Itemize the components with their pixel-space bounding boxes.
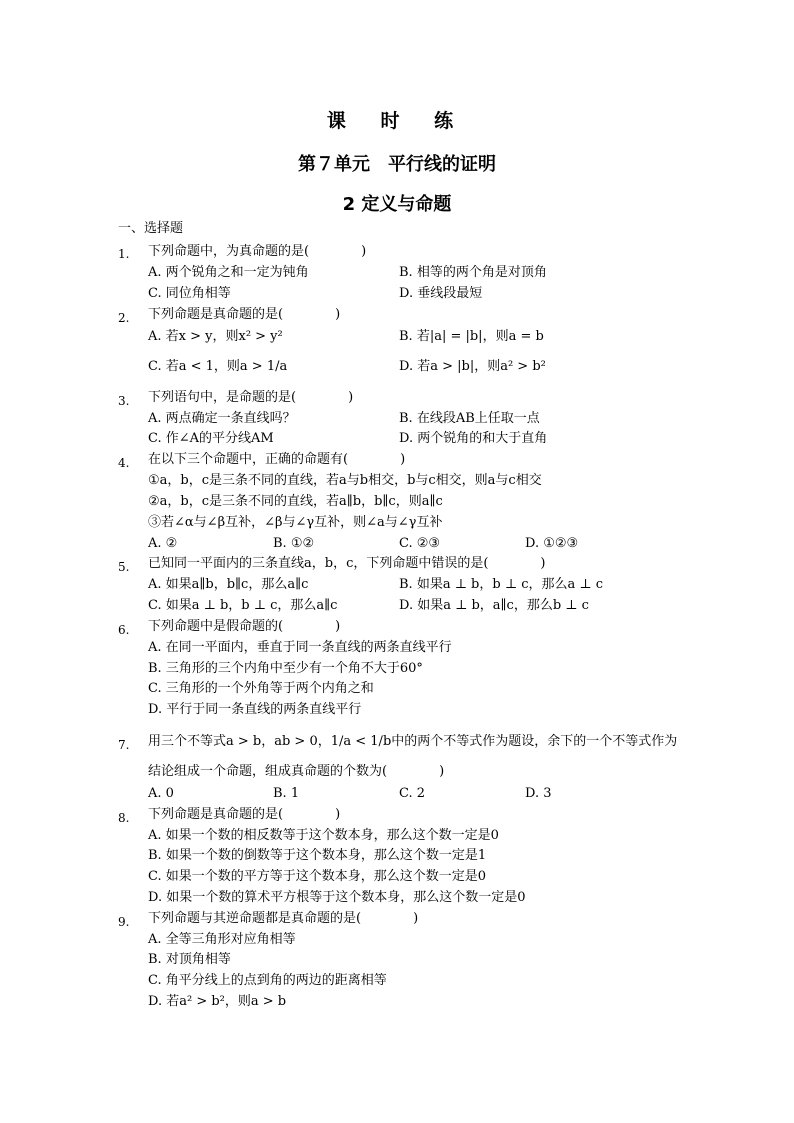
question-stem: 用三个不等式a > b，ab > 0，1/a < 1/b中的两个不等式作为题设，余下的一个不等式作为 xyxy=(148,734,678,749)
question-stem-continued: 结论组成一个命题，组成真命题的个数为( ) xyxy=(148,764,445,779)
option-c: C. 三角形的一个外角等于两个内角之和 xyxy=(148,681,374,696)
statement-1: ①a，b，c是三条不同的直线，若a与b相交，b与c相交，则a与c相交 xyxy=(148,473,542,488)
option-c: C. 同位角相等 xyxy=(148,286,231,301)
option-b: B. 对顶角相等 xyxy=(148,952,231,967)
option-d: D. 两个锐角的和大于直角 xyxy=(399,431,548,446)
option-d: D. 平行于同一条直线的两条直线平行 xyxy=(148,702,362,717)
question-stem: 下列命题中，为真命题的是( ) xyxy=(148,244,367,259)
question-number: 1. xyxy=(118,247,130,261)
option-d: D. 若a > |b|，则a² > b² xyxy=(399,359,546,374)
option-c: C. 作∠A的平分线AM xyxy=(148,431,274,446)
question-number: 9. xyxy=(118,915,130,929)
unit-title: 第７单元 平行线的证明 xyxy=(298,154,496,175)
option-b: B. 如果一个数的倒数等于这个数本身，那么这个数一定是1 xyxy=(148,848,487,863)
option-c: C. 若a < 1，则a > 1/a xyxy=(148,359,288,374)
question-number: 4. xyxy=(118,456,130,470)
option-d: D. 垂线段最短 xyxy=(399,286,483,301)
option-d: D. ①②③ xyxy=(525,536,579,551)
question-number: 6. xyxy=(118,623,130,637)
option-b: B. ①② xyxy=(273,536,315,551)
option-b: B. 1 xyxy=(273,786,300,801)
question-number: 2. xyxy=(118,311,130,325)
option-a: A. 如果一个数的相反数等于这个数本身，那么这个数一定是0 xyxy=(148,828,499,843)
option-b: B. 相等的两个角是对顶角 xyxy=(399,265,547,280)
statement-2: ②a，b，c是三条不同的直线，若a∥b，b∥c，则a∥c xyxy=(148,494,443,509)
option-a: A. 两个锐角之和一定为钝角 xyxy=(148,265,309,280)
option-b: B. 若|a| = |b|，则a = b xyxy=(399,329,544,344)
question-stem: 下列命题是真命题的是( ) xyxy=(148,807,341,822)
option-d: D. 3 xyxy=(525,786,552,801)
page-title: 课 时 练 xyxy=(326,110,468,132)
question-stem: 在以下三个命题中，正确的命题有( ) xyxy=(148,452,406,467)
option-c: C. 如果一个数的平方等于这个数本身，那么这个数一定是0 xyxy=(148,869,487,884)
option-a: A. 如果a∥b，b∥c，那么a∥c xyxy=(148,577,309,592)
option-b: B. 如果a ⊥ b，b ⊥ c，那么a ⊥ c xyxy=(399,577,603,592)
question-number: 8. xyxy=(118,811,130,825)
option-c: C. 角平分线上的点到角的两边的距离相等 xyxy=(148,973,387,988)
option-b: B. 三角形的三个内角中至少有一个角不大于60° xyxy=(148,661,423,676)
option-a: A. 在同一平面内，垂直于同一条直线的两条直线平行 xyxy=(148,640,452,655)
question-stem: 下列命题中是假命题的( ) xyxy=(148,619,341,634)
option-a: A. 两点确定一条直线吗？ xyxy=(148,411,296,426)
option-b: B. 在线段AB上任取一点 xyxy=(399,411,540,426)
option-a: A. ② xyxy=(148,536,178,551)
question-number: 3. xyxy=(118,394,130,408)
option-c: C. 如果a ⊥ b，b ⊥ c，那么a∥c xyxy=(148,598,338,613)
question-stem: 下列命题与其逆命题都是真命题的是( ) xyxy=(148,911,419,926)
option-d: D. 若a² > b²，则a > b xyxy=(148,994,287,1009)
option-a: A. 若x > y，则x² > y² xyxy=(148,329,283,344)
option-a: A. 全等三角形对应角相等 xyxy=(148,932,296,947)
section-heading: 一、选择题 xyxy=(118,221,184,236)
option-c: C. ②③ xyxy=(399,536,441,551)
statement-3: ③若∠α与∠β互补，∠β与∠γ互补，则∠a与∠γ互补 xyxy=(148,515,443,530)
option-a: A. 0 xyxy=(148,786,174,801)
question-stem: 下列命题是真命题的是( ) xyxy=(148,307,341,322)
question-stem: 已知同一平面内的三条直线a，b，c，下列命题中错误的是( ) xyxy=(148,556,546,571)
question-number: 7. xyxy=(118,738,130,752)
lesson-title: 2 定义与命题 xyxy=(342,194,452,215)
question-number: 5. xyxy=(118,560,130,574)
option-c: C. 2 xyxy=(399,786,426,801)
option-d: D. 如果一个数的算术平方根等于这个数本身，那么这个数一定是0 xyxy=(148,890,526,905)
option-d: D. 如果a ⊥ b，a∥c，那么b ⊥ c xyxy=(399,598,589,613)
question-stem: 下列语句中，是命题的是( ) xyxy=(148,390,354,405)
